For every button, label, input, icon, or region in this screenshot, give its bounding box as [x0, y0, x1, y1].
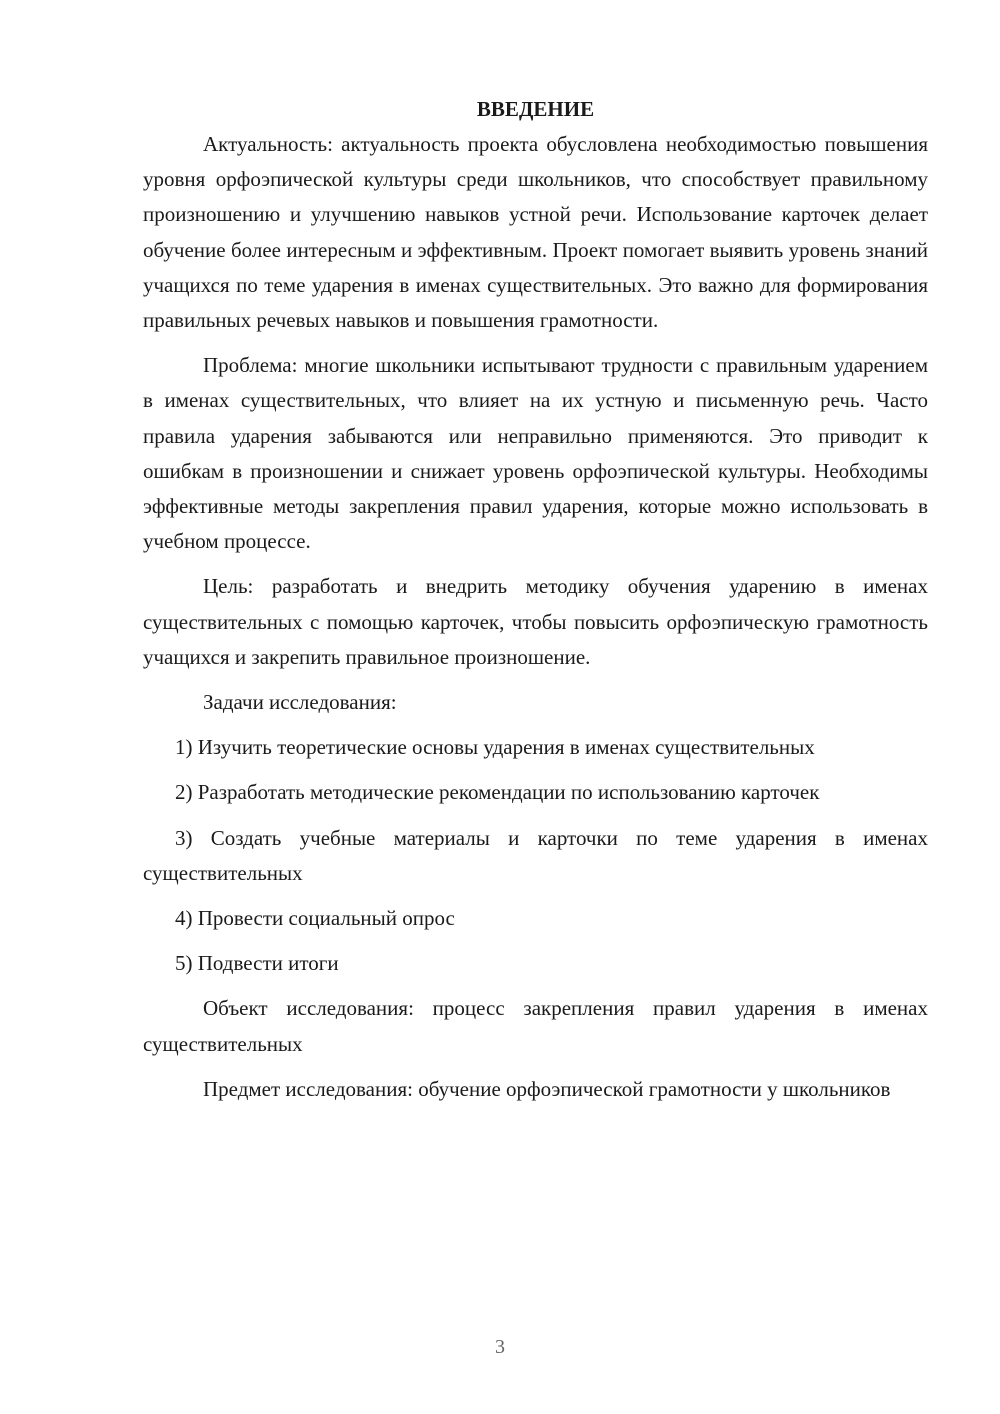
research-object: Объект исследования: процесс закрепления правил ударения в именах существительных: [143, 996, 928, 1056]
research-subject: Предмет исследования: обучение орфоэпической грамотности у школьников: [203, 1076, 891, 1101]
task-item: 2) Разработать методические рекомендации по использованию карточек: [175, 780, 820, 805]
paragraph-problem: Проблема: многие школьники испытывают трудности с правильным ударением в именах существительных, что влияет на их устную и письменную речь. Часто правила ударения забываются или неправильно применяются. Это приводит к ошибкам в произношении и снижает уровень орфоэпической культуры. Необходимы эффективные методы закрепления правил ударения, которые можно использовать в учебном процессе.: [143, 353, 928, 554]
paragraph-goal: Цель: разработать и внедрить методику обучения ударению в именах существительных с помощью карточек, чтобы повысить орфоэпическую грамотность учащихся и закрепить правильное произношение.: [143, 574, 928, 669]
task-item: 5) Подвести итоги: [175, 951, 339, 976]
task-item: 4) Провести социальный опрос: [175, 906, 455, 931]
section-title: ВВЕДЕНИЕ: [476, 97, 595, 121]
task-item: 3) Создать учебные материалы и карточки по теме ударения в именах существительных: [143, 825, 928, 885]
tasks-list: [143, 730, 928, 981]
task-item: 1) Изучить теоретические основы ударения в именах существительных: [175, 735, 815, 760]
document-page: [143, 92, 928, 1117]
tasks-heading: Задачи исследования:: [203, 690, 397, 715]
page-number: 3: [495, 1336, 505, 1358]
paragraph-relevance: Актуальность: актуальность проекта обусловлена необходимостью повышения уровня орфоэпической культуры среди школьников, что способствует правильному произношению и улучшению навыков устной речи. Использование карточек делает обучение более интересным и эффективным. Проект помогает выявить уровень знаний учащихся по теме ударения в именах существительных. Это важно для формирования правильных речевых навыков и повышения грамотности.: [143, 132, 928, 333]
